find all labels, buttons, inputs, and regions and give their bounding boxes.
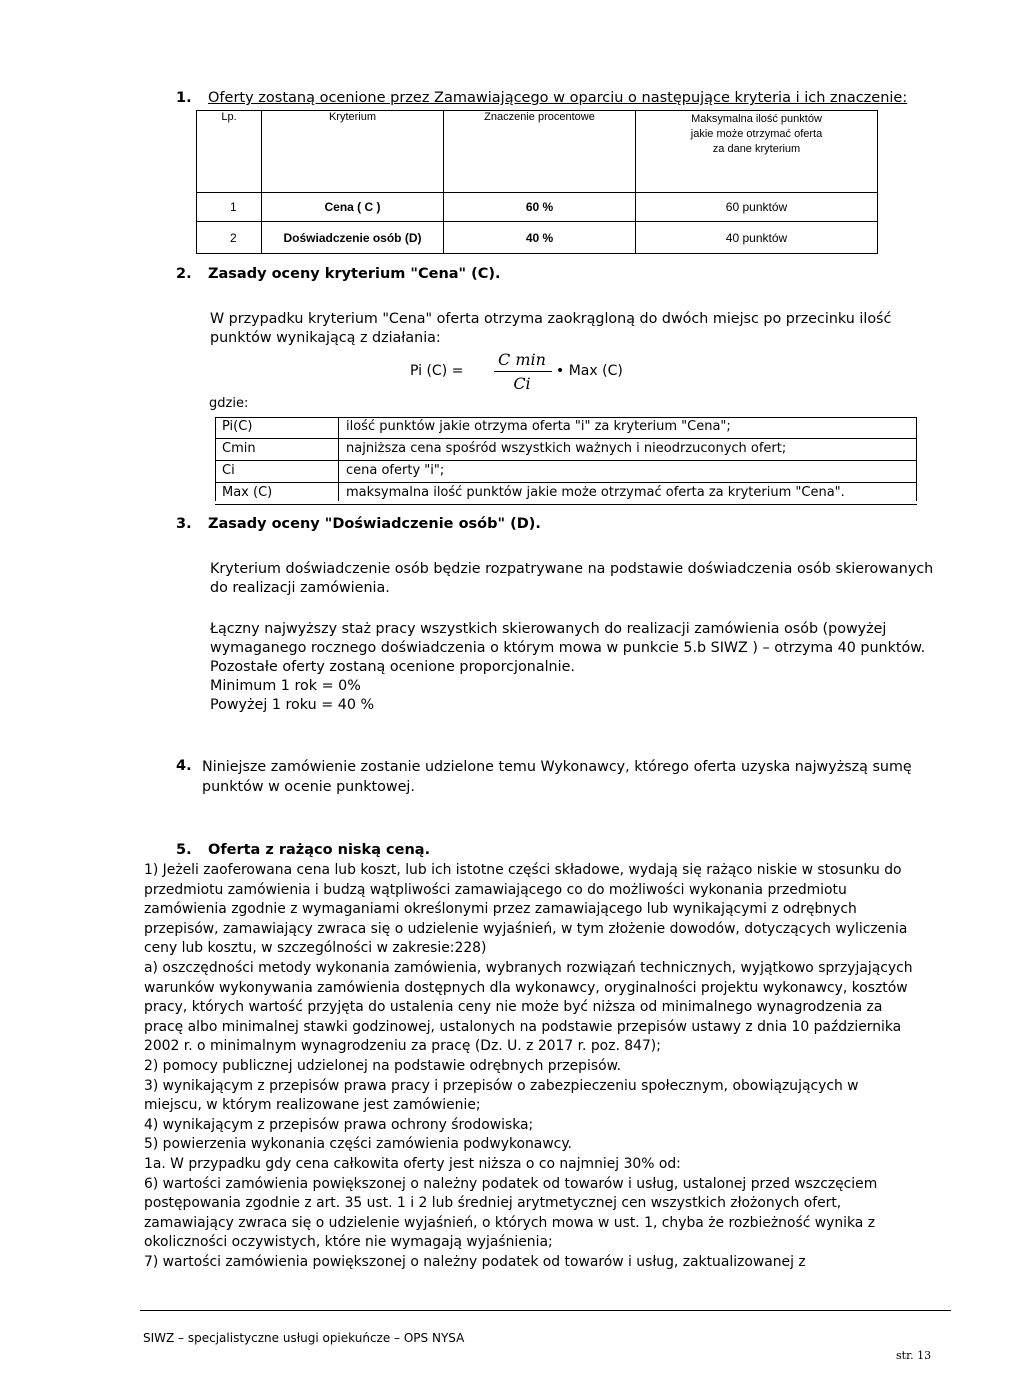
footer-left: SIWZ – specjalistyczne usługi opiekuńcze – OPS NYSA: [143, 1331, 465, 1345]
table-row: [197, 222, 878, 254]
section-5-number: 5.: [176, 842, 192, 858]
section-3-para-line: wymaganego rocznego doświadczenia o którym mowa w punkcie 5.b SIWZ ) – otrzyma 40 punktów.: [210, 640, 926, 656]
formula-denominator: Ci: [513, 374, 531, 393]
section-5-heading: Oferta z rażąco niską ceną.: [208, 842, 431, 858]
section-4-number: 4.: [176, 758, 192, 774]
section-5-line: zamawiający zwraca się o udzielenie wyjaśnień, o których mowa w ust. 1, chyba że rozbieżność wynika z: [144, 1214, 876, 1231]
section-5-line: 6) wartości zamówienia powiększonej o należny podatek od towarów i usług, ustalonej przed wszczęciem: [144, 1175, 878, 1192]
where-label: gdzie:: [209, 396, 249, 411]
section-3-heading: Zasady oceny "Doświadczenie osób" (D).: [208, 516, 541, 532]
row-2-criterion: Doświadczenie osób (D): [262, 222, 444, 254]
th-lp-label: Lp.: [221, 111, 237, 123]
footer-divider: [140, 1310, 951, 1311]
table-row: [197, 193, 878, 222]
legend-table: [215, 417, 917, 505]
section-1-heading: Oferty zostaną ocenione przez Zamawiającego w oparciu o następujące kryteria i ich znaczenie:: [208, 90, 908, 106]
legend-row: [215, 461, 917, 483]
section-5-line: przedmiotu zamówienia i budzą wątpliwości zamawiającego co do możliwości wykonania przedmiotu: [144, 881, 847, 898]
section-3-para-line: Łączny najwyższy staż pracy wszystkich skierowanych do realizacji zamówienia osób (powyżej: [210, 621, 887, 637]
section-3-para-line: Pozostałe oferty zostaną ocenione proporcjonalnie.: [210, 659, 575, 675]
row-1-max: 60 punktów: [636, 193, 878, 222]
legend-key: Max (C): [222, 485, 273, 500]
section-5-line: 2002 r. o minimalnym wynagrodzeniu za pracę (Dz. U. z 2017 r. poz. 847);: [144, 1038, 661, 1055]
formula-lhs: Pi (C) =: [410, 363, 464, 379]
row-2-lp: 2: [197, 222, 262, 254]
legend-desc: ilość punktów jakie otrzyma oferta "i" za kryterium "Cena";: [346, 419, 731, 434]
th-criterion-label: Kryterium: [328, 111, 377, 123]
section-3-number: 3.: [176, 516, 192, 532]
section-5-line: 7) wartości zamówienia powiększonej o należny podatek od towarów i usług, zaktualizowanej z: [144, 1253, 806, 1270]
row-1-percent: 60 %: [444, 193, 636, 222]
section-5-body: [144, 861, 913, 1272]
section-5-line: 5) powierzenia wykonania części zamówienia podwykonawcy.: [144, 1136, 572, 1153]
section-3-para-line: do realizacji zamówienia.: [210, 580, 390, 596]
section-5-line: warunków wykonywania zamówienia dostępnych dla wykonawcy, oryginalności projektu wykonawcy, kosztów: [144, 979, 908, 996]
section-3-para-line: Powyżej 1 roku = 40 %: [210, 697, 375, 713]
section-4-line: punktów w ocenie punktowej.: [202, 779, 415, 795]
formula-numerator: C min: [498, 350, 546, 369]
th-max-line-1: Maksymalna ilość punktów: [691, 113, 822, 125]
row-1-criterion: Cena ( C ): [262, 193, 444, 222]
section-2-para-line: punktów wynikającą z działania:: [210, 330, 441, 346]
th-max-line-2: jakie może otrzymać oferta: [690, 128, 823, 140]
row-2-percent: 40 %: [444, 222, 636, 254]
legend-row: [215, 439, 917, 461]
th-max: [636, 111, 878, 193]
section-5-line: pracę albo minimalnej stawki godzinowej, ustalonych na podstawie przepisów ustawy z dnia 10 października: [144, 1018, 902, 1035]
section-3-para-1: [210, 560, 933, 598]
section-5-line: 1a. W przypadku gdy cena całkowita oferty jest niższa o co najmniej 30% od:: [144, 1155, 681, 1172]
section-5-line: a) oszczędności metody wykonania zamówienia, wybranych rozwiązań technicznych, wyjątkowo sprzyjających: [144, 959, 913, 976]
th-criterion: [262, 111, 444, 193]
section-2-heading: Zasady oceny kryterium "Cena" (C).: [208, 266, 501, 282]
th-lp: [197, 111, 262, 193]
section-5-line: pracy, których wartość przyjęta do ustalenia ceny nie może być niższa od minimalnego wynagrodzenia za: [144, 999, 883, 1016]
section-2-para: [210, 310, 891, 348]
section-4-line: Niniejsze zamówienie zostanie udzielone temu Wykonawcy, którego oferta uzyska najwyższą sumę: [202, 759, 912, 775]
section-2-para-line: W przypadku kryterium "Cena" oferta otrzyma zaokrągloną do dwóch miejsc po przecinku ilość: [210, 311, 892, 327]
formula-fraction-bar: [494, 371, 552, 372]
legend-desc: maksymalna ilość punktów jakie może otrzymać oferta za kryterium "Cena".: [346, 485, 845, 500]
th-percent: [444, 111, 636, 193]
section-5-line: postępowania zgodnie z art. 35 ust. 1 i 2 lub średniej arytmetycznej cen wszystkich złożonych ofert,: [144, 1195, 842, 1212]
th-max-line-3: za dane kryterium: [712, 143, 801, 155]
row-2-max: 40 punktów: [636, 222, 878, 254]
section-5-line: 1) Jeżeli zaoferowana cena lub koszt, lub ich istotne części składowe, wydają się rażąco niskie w stosunku do: [144, 862, 902, 878]
row-1-lp: 1: [197, 193, 262, 222]
legend-desc: cena oferty "i";: [346, 463, 445, 478]
price-formula: [410, 350, 650, 396]
section-1-number: 1.: [176, 90, 192, 106]
section-5-line: miejscu, w którym realizowane jest zamówienie;: [144, 1097, 481, 1114]
section-2-number: 2.: [176, 266, 192, 282]
section-3-para-2: [210, 620, 925, 715]
section-4-text: [202, 758, 912, 797]
legend-key: Pi(C): [222, 419, 253, 434]
legend-row: [215, 417, 917, 439]
criteria-table: [196, 110, 878, 254]
page-number: str. 13: [896, 1349, 932, 1362]
legend-desc: najniższa cena spośród wszystkich ważnych i nieodrzuconych ofert;: [346, 441, 787, 456]
section-5-line: 2) pomocy publicznej udzielonej na podstawie odrębnych przepisów.: [144, 1057, 622, 1074]
section-5-line: ceny lub kosztu, w szczególności w zakresie:228): [144, 940, 487, 957]
formula-rhs: • Max (C): [556, 363, 623, 379]
legend-key: Cmin: [222, 441, 256, 456]
section-5-line: zamówienia zgodnie z wymaganiami określonymi przez zamawiającego lub wynikającymi z odrębnych: [144, 901, 857, 918]
section-5-line: 4) wynikającym z przepisów prawa ochrony środowiska;: [144, 1116, 534, 1133]
section-3-para-line: Minimum 1 rok = 0%: [210, 678, 361, 694]
section-5-line: 3) wynikającym z przepisów prawa pracy i przepisów o zabezpieczeniu społecznym, obowiązujących w: [144, 1077, 859, 1094]
section-3-para-line: Kryterium doświadczenie osób będzie rozpatrywane na podstawie doświadczenia osób skierowanych: [210, 561, 934, 577]
th-percent-label: Znaczenie procentowe: [484, 111, 595, 123]
section-5-line: okoliczności oczywistych, które nie wymagają wyjaśnienia;: [144, 1234, 553, 1251]
legend-key: Ci: [222, 463, 235, 478]
section-5-line: przepisów, zamawiający zwraca się o udzielenie wyjaśnień, w tym złożenie dowodów, dotyczących wyliczenia: [144, 920, 908, 937]
legend-row: [215, 483, 917, 505]
